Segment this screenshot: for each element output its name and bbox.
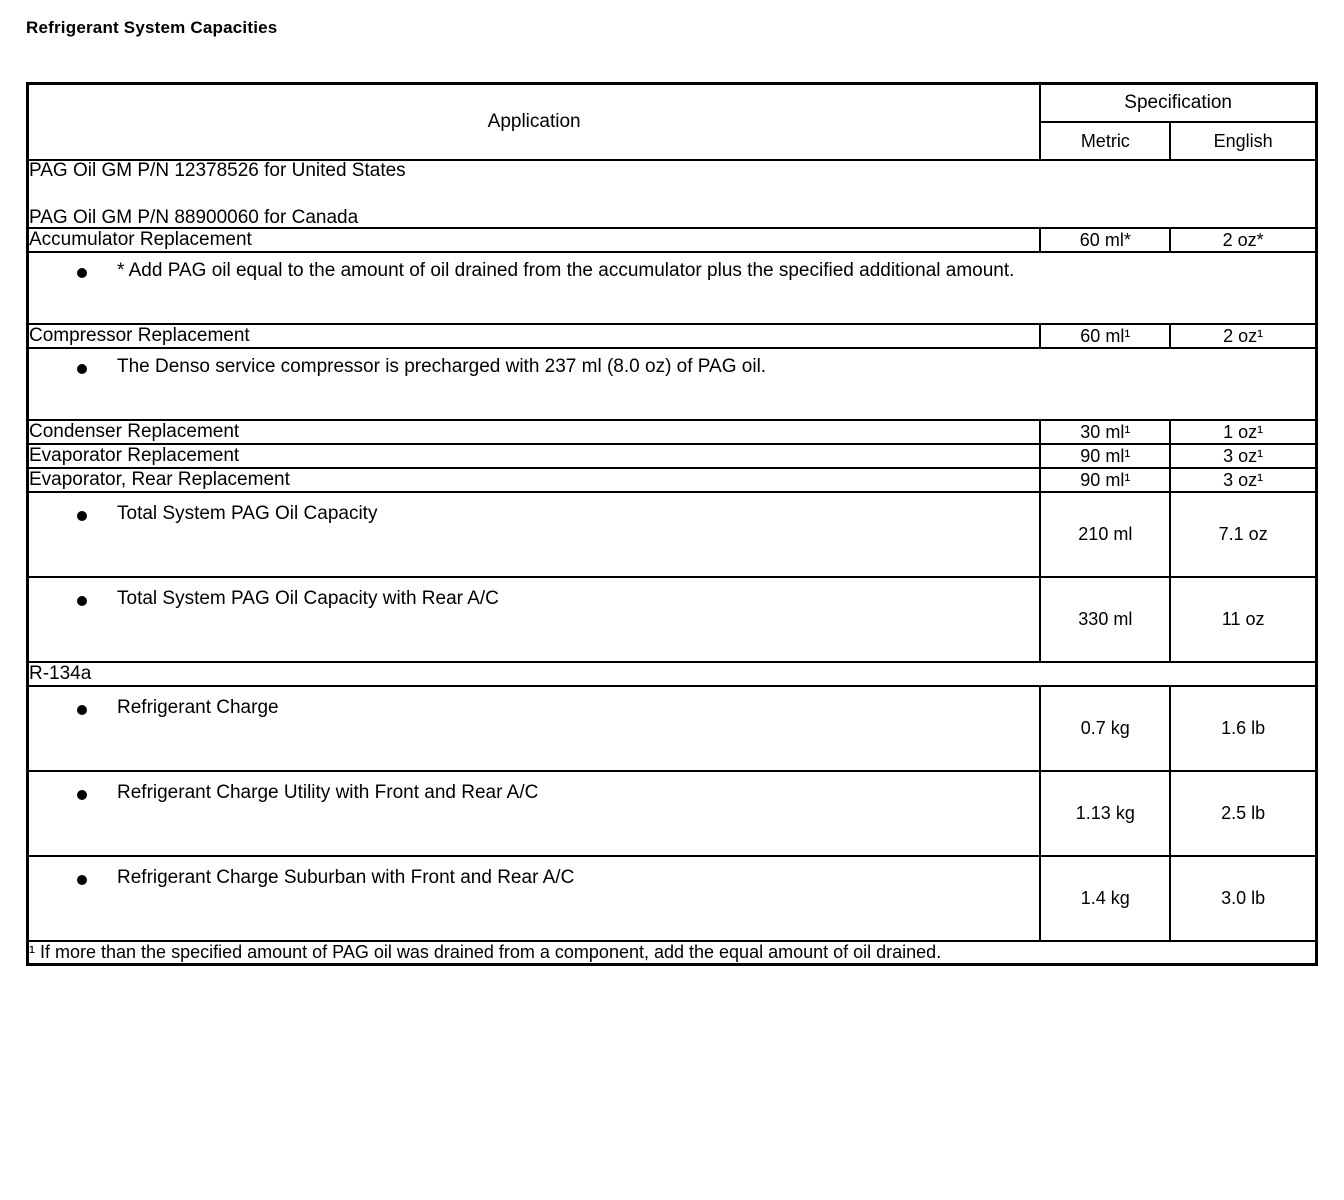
row-metric-value: 1.4 kg (1040, 856, 1170, 941)
row-metric-value: 330 ml (1040, 577, 1170, 662)
table-row (28, 252, 1317, 324)
row-english-value: 1.6 lb (1170, 686, 1316, 771)
accumulator-note (28, 252, 1317, 324)
bullet-icon (77, 511, 87, 521)
table-row (28, 771, 1317, 856)
bullet-icon (77, 790, 87, 800)
row-label-bulleted (28, 856, 1041, 941)
table-row (28, 492, 1317, 577)
bullet-icon (77, 596, 87, 606)
row-label: Condenser Replacement (28, 420, 1041, 444)
row-metric-value: 210 ml (1040, 492, 1170, 577)
table-row (28, 662, 1317, 686)
row-label: Accumulator Replacement (28, 228, 1041, 252)
row-english-value: 11 oz (1170, 577, 1316, 662)
note-text: * Add PAG oil equal to the amount of oil drained from the accumulator plus the specified additional amount. (117, 260, 1015, 281)
bullet-icon (77, 364, 87, 374)
row-label: Refrigerant Charge (117, 697, 279, 718)
row-english-value: 3 oz¹ (1170, 468, 1316, 492)
row-metric-value: 60 ml* (1040, 228, 1170, 252)
header-specification: Specification (1040, 84, 1316, 123)
row-label-bulleted (28, 771, 1041, 856)
footnote-text: ¹ If more than the specified amount of PAG oil was drained from a component, add the equal amount of oil drained. (28, 941, 1317, 965)
header-english: English (1170, 122, 1316, 160)
note-text: The Denso service compressor is precharged with 237 ml (8.0 oz) of PAG oil. (117, 356, 767, 377)
table-header-row-1 (28, 84, 1317, 123)
pag-oil-part-numbers (28, 160, 1317, 228)
row-label: Total System PAG Oil Capacity (117, 503, 378, 524)
table-row (28, 160, 1317, 228)
bullet-icon (77, 875, 87, 885)
table-row (28, 856, 1317, 941)
row-english-value: 3.0 lb (1170, 856, 1316, 941)
table-row (28, 324, 1317, 348)
refrigerant-capacities-table (26, 82, 1318, 966)
row-english-value: 2 oz¹ (1170, 324, 1316, 348)
compressor-note (28, 348, 1317, 420)
table-row (28, 468, 1317, 492)
table-row (28, 228, 1317, 252)
row-label: Refrigerant Charge Suburban with Front and Rear A/C (117, 867, 575, 888)
bullet-icon (77, 268, 87, 278)
row-english-value: 2.5 lb (1170, 771, 1316, 856)
row-metric-value: 30 ml¹ (1040, 420, 1170, 444)
section-label-r134a: R-134a (28, 662, 1317, 686)
row-label: Refrigerant Charge Utility with Front and Rear A/C (117, 782, 539, 803)
table-row (28, 420, 1317, 444)
row-english-value: 2 oz* (1170, 228, 1316, 252)
row-label: Evaporator Replacement (28, 444, 1041, 468)
row-metric-value: 0.7 kg (1040, 686, 1170, 771)
row-metric-value: 90 ml¹ (1040, 444, 1170, 468)
header-metric: Metric (1040, 122, 1170, 160)
header-application: Application (28, 84, 1041, 161)
table-row (28, 444, 1317, 468)
page-title: Refrigerant System Capacities (26, 18, 278, 37)
row-label: Compressor Replacement (28, 324, 1041, 348)
row-english-value: 3 oz¹ (1170, 444, 1316, 468)
pag-oil-us-line: PAG Oil GM P/N 12378526 for United States (29, 160, 406, 181)
row-label: Total System PAG Oil Capacity with Rear A/C (117, 588, 499, 609)
row-metric-value: 90 ml¹ (1040, 468, 1170, 492)
table-row (28, 348, 1317, 420)
table-footnote-row (28, 941, 1317, 965)
row-metric-value: 60 ml¹ (1040, 324, 1170, 348)
table-row (28, 577, 1317, 662)
pag-oil-canada-line: PAG Oil GM P/N 88900060 for Canada (29, 207, 359, 228)
row-label: Evaporator, Rear Replacement (28, 468, 1041, 492)
table-row (28, 686, 1317, 771)
row-english-value: 7.1 oz (1170, 492, 1316, 577)
bullet-icon (77, 705, 87, 715)
row-label-bulleted (28, 686, 1041, 771)
row-label-bulleted (28, 492, 1041, 577)
row-metric-value: 1.13 kg (1040, 771, 1170, 856)
row-label-bulleted (28, 577, 1041, 662)
row-english-value: 1 oz¹ (1170, 420, 1316, 444)
